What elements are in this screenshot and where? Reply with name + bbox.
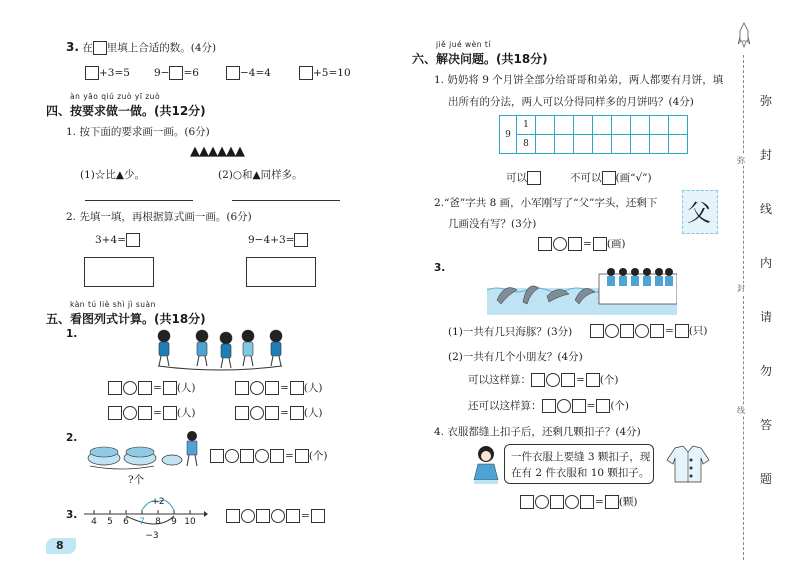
side-small-char: 弥 <box>737 156 745 165</box>
answer-box[interactable] <box>240 449 254 463</box>
jump-rope-illustration <box>150 326 290 374</box>
q3-equation-4: +5=10 <box>299 66 351 80</box>
sec5-q2-equation: = (个) <box>210 448 328 463</box>
operator-circle[interactable] <box>635 324 649 338</box>
operator-circle[interactable] <box>123 381 137 395</box>
answer-box[interactable] <box>163 406 177 420</box>
answer-box[interactable] <box>538 237 552 251</box>
tick-label: 7 <box>139 517 145 527</box>
answer-box[interactable] <box>286 509 300 523</box>
operator-circle[interactable] <box>557 399 571 413</box>
character-fu: 父 <box>687 199 711 227</box>
sec5-q1-row2b: = (人) <box>235 405 323 420</box>
tick-label: 9 <box>171 517 177 527</box>
side-char: 线 <box>759 202 772 216</box>
answer-box[interactable] <box>163 381 177 395</box>
side-char: 封 <box>759 148 772 162</box>
operator-circle[interactable] <box>605 324 619 338</box>
sec4-q1: 1. 按下面的要求画一画。(6分) <box>66 126 210 138</box>
sec4-title: 四、按要求做一做。(共12分) <box>46 104 206 118</box>
triangles: ▲▲▲▲▲▲ <box>190 144 244 159</box>
answer-box[interactable] <box>138 406 152 420</box>
cannot-checkbox[interactable] <box>602 171 616 185</box>
q2-caption: ?个 <box>128 474 145 486</box>
rocket-icon <box>738 22 750 48</box>
side-small-char: 封 <box>737 284 745 293</box>
grid-cell[interactable] <box>650 116 669 135</box>
operator-circle[interactable] <box>565 495 579 509</box>
operator-circle[interactable] <box>225 449 239 463</box>
sec5-q1-row2a: = (人) <box>108 405 196 420</box>
side-char: 勿 <box>759 364 772 378</box>
answer-box[interactable] <box>169 66 183 80</box>
answer-box[interactable] <box>270 449 284 463</box>
grid-cell[interactable] <box>593 116 612 135</box>
operator-circle[interactable] <box>123 406 137 420</box>
sec5-q1-row1b: = (人) <box>235 380 323 395</box>
sec6-q3b-method1: 可以这样算： = (个) <box>468 374 619 386</box>
grid-cell[interactable] <box>555 116 574 135</box>
grid-cell[interactable]: 8 <box>517 135 536 154</box>
grid-cell[interactable] <box>631 135 650 154</box>
side-char: 答 <box>759 418 772 432</box>
can-option: 可以 <box>506 170 541 185</box>
side-char: 请 <box>759 310 772 324</box>
sec4-q2: 2. 先填一填，再根据算式画一画。(6分) <box>66 211 252 223</box>
answer-box[interactable] <box>568 237 582 251</box>
sec5-q2-num: 2. <box>66 432 78 444</box>
answer-box[interactable] <box>596 399 610 413</box>
girl-illustration <box>468 444 504 486</box>
side-small-char: 线 <box>737 406 745 415</box>
sec6-q4-equation: = (颗) <box>520 494 638 509</box>
sec6-q3b-method2: 还可以这样算： = (个) <box>468 400 630 412</box>
q3-equation-3: −4=4 <box>226 66 271 80</box>
grid-cell[interactable] <box>612 135 631 154</box>
operator-circle[interactable] <box>535 495 549 509</box>
grid-cell[interactable] <box>612 116 631 135</box>
answer-box[interactable] <box>265 406 279 420</box>
grid-cell[interactable] <box>593 135 612 154</box>
sec5-title: 五、看图列式计算。(共18分) <box>46 312 206 326</box>
speech-bubble <box>504 444 654 484</box>
answer-box[interactable] <box>85 66 99 80</box>
sec4-q1b: (2)○和▲同样多。 <box>218 169 303 181</box>
sec6-q3b: (2)一共有几个小朋友？(4分) <box>448 351 583 363</box>
answer-box[interactable] <box>210 449 224 463</box>
bubble-line-1: 一件衣服上要缝 3 颗扣子，现 <box>511 451 651 463</box>
tick-label: 10 <box>184 517 196 527</box>
operator-circle[interactable] <box>250 406 264 420</box>
answer-box[interactable] <box>542 399 556 413</box>
can-checkbox[interactable] <box>527 171 541 185</box>
grid-total: 9 <box>500 116 517 154</box>
sec4-pinyin: àn yāo qiú zuò yī zuò <box>70 92 161 101</box>
draw-line-1[interactable] <box>85 200 193 201</box>
answer-box[interactable] <box>520 495 534 509</box>
character-card <box>682 190 718 234</box>
sec5-pinyin: kàn tú liè shì jì suàn <box>70 300 156 309</box>
sec6-q2-line1: 2.“爸”字共 8 画，小军刚写了“父”字头，还剩下 <box>434 197 658 209</box>
cannot-option: 不可以 (画“√”) <box>570 172 652 184</box>
answer-box[interactable] <box>265 381 279 395</box>
sec6-title: 六、解决问题。(共18分) <box>412 52 548 66</box>
sec6-q3a: (1)一共有几只海豚？(3分) <box>448 326 573 338</box>
sec4-q1a: (1)☆比▲少。 <box>80 169 145 181</box>
operator-circle[interactable] <box>250 381 264 395</box>
sec6-q3a-equation: = (只) <box>590 323 708 338</box>
operator-circle[interactable] <box>241 509 255 523</box>
dolphin-show-illustration <box>487 260 677 315</box>
answer-box[interactable] <box>590 324 604 338</box>
grid-cell[interactable] <box>669 135 688 154</box>
answer-box[interactable] <box>294 233 308 247</box>
answer-box[interactable] <box>290 381 304 395</box>
sec4-eq2: 9−4+3= <box>248 233 308 247</box>
sec5-q1-num: 1. <box>66 328 78 340</box>
grid-cell[interactable] <box>669 116 688 135</box>
grid-cell[interactable] <box>555 135 574 154</box>
answer-box[interactable] <box>226 509 240 523</box>
tick-label: 5 <box>107 517 113 527</box>
drawing-box-2[interactable] <box>246 257 316 287</box>
sec6-q2-equation: = (画) <box>538 236 626 251</box>
sec6-q1-line1: 1. 奶奶将 9 个月饼全部分给哥哥和弟弟，两人都要有月饼，填 <box>434 74 724 86</box>
answer-box[interactable] <box>620 324 634 338</box>
operator-circle[interactable] <box>255 449 269 463</box>
sec5-q1-row1a: = (人) <box>108 380 196 395</box>
grid-cell[interactable] <box>536 116 555 135</box>
answer-box[interactable] <box>675 324 689 338</box>
answer-box[interactable] <box>580 495 594 509</box>
sec6-q4: 4. 衣服都缝上扣子后，还剩几颗扣子？(4分) <box>434 426 641 438</box>
answer-box[interactable] <box>572 399 586 413</box>
sec4-eq1: 3+4= <box>95 233 140 247</box>
answer-box[interactable] <box>561 373 575 387</box>
answer-box[interactable] <box>531 373 545 387</box>
answer-box[interactable] <box>290 406 304 420</box>
grid-cell[interactable] <box>574 135 593 154</box>
operator-circle[interactable] <box>271 509 285 523</box>
answer-box[interactable] <box>586 373 600 387</box>
tick-label: 4 <box>91 517 97 527</box>
side-char: 题 <box>759 472 772 486</box>
answer-box[interactable] <box>138 381 152 395</box>
seal-line <box>743 55 744 560</box>
side-char: 内 <box>759 256 772 270</box>
bubble-line-2: 在有 2 件衣服和 10 颗扣子。 <box>511 467 650 479</box>
sec6-q1-line2: 出所有的分法，两人可以分得同样多的月饼吗？(4分) <box>448 96 694 108</box>
q3-equation-1: +3=5 <box>85 66 130 80</box>
answer-box[interactable] <box>108 406 122 420</box>
tick-label: 6 <box>123 517 129 527</box>
operator-circle[interactable] <box>553 237 567 251</box>
answer-box[interactable] <box>593 237 607 251</box>
sec6-pinyin: jiě jué wèn tí <box>436 40 491 49</box>
answer-box[interactable] <box>605 495 619 509</box>
grid-cell[interactable] <box>631 116 650 135</box>
answer-box[interactable] <box>299 66 313 80</box>
plus-label: +2 <box>151 497 165 507</box>
grid-cell[interactable] <box>574 116 593 135</box>
page-number: 8 <box>56 539 64 552</box>
answer-box[interactable] <box>126 233 140 247</box>
drawing-box-1[interactable] <box>84 257 154 287</box>
answer-box[interactable] <box>226 66 240 80</box>
operator-circle[interactable] <box>546 373 560 387</box>
draw-line-2[interactable] <box>232 200 340 201</box>
number-line <box>80 494 208 540</box>
answer-box[interactable] <box>108 381 122 395</box>
answer-box[interactable] <box>235 406 249 420</box>
answer-box[interactable] <box>650 324 664 338</box>
tick-label: 8 <box>155 517 161 527</box>
q3-equation-2: 9− =6 <box>154 67 199 79</box>
answer-box[interactable] <box>93 41 107 55</box>
answer-box[interactable] <box>550 495 564 509</box>
answer-box[interactable] <box>235 381 249 395</box>
minus-label: −3 <box>145 531 159 540</box>
jacket-illustration <box>665 444 711 484</box>
sec6-q3-num: 3. <box>434 262 446 274</box>
sec5-q3-equation: = <box>226 509 325 523</box>
answer-box[interactable] <box>311 509 325 523</box>
split-grid <box>499 115 688 154</box>
page-number-badge <box>46 538 76 554</box>
side-char: 弥 <box>759 94 772 108</box>
q3-prompt: 3. 在 里填上合适的数。(4分) <box>66 40 217 54</box>
sec6-q2-line2: 几画没有写？(3分) <box>448 218 537 230</box>
answer-box[interactable] <box>295 449 309 463</box>
grid-cell[interactable] <box>650 135 669 154</box>
answer-box[interactable] <box>256 509 270 523</box>
grid-cell[interactable]: 1 <box>517 116 536 135</box>
grid-cell[interactable] <box>536 135 555 154</box>
baskets-illustration <box>84 430 204 472</box>
sec5-q3-num: 3. <box>66 509 78 521</box>
